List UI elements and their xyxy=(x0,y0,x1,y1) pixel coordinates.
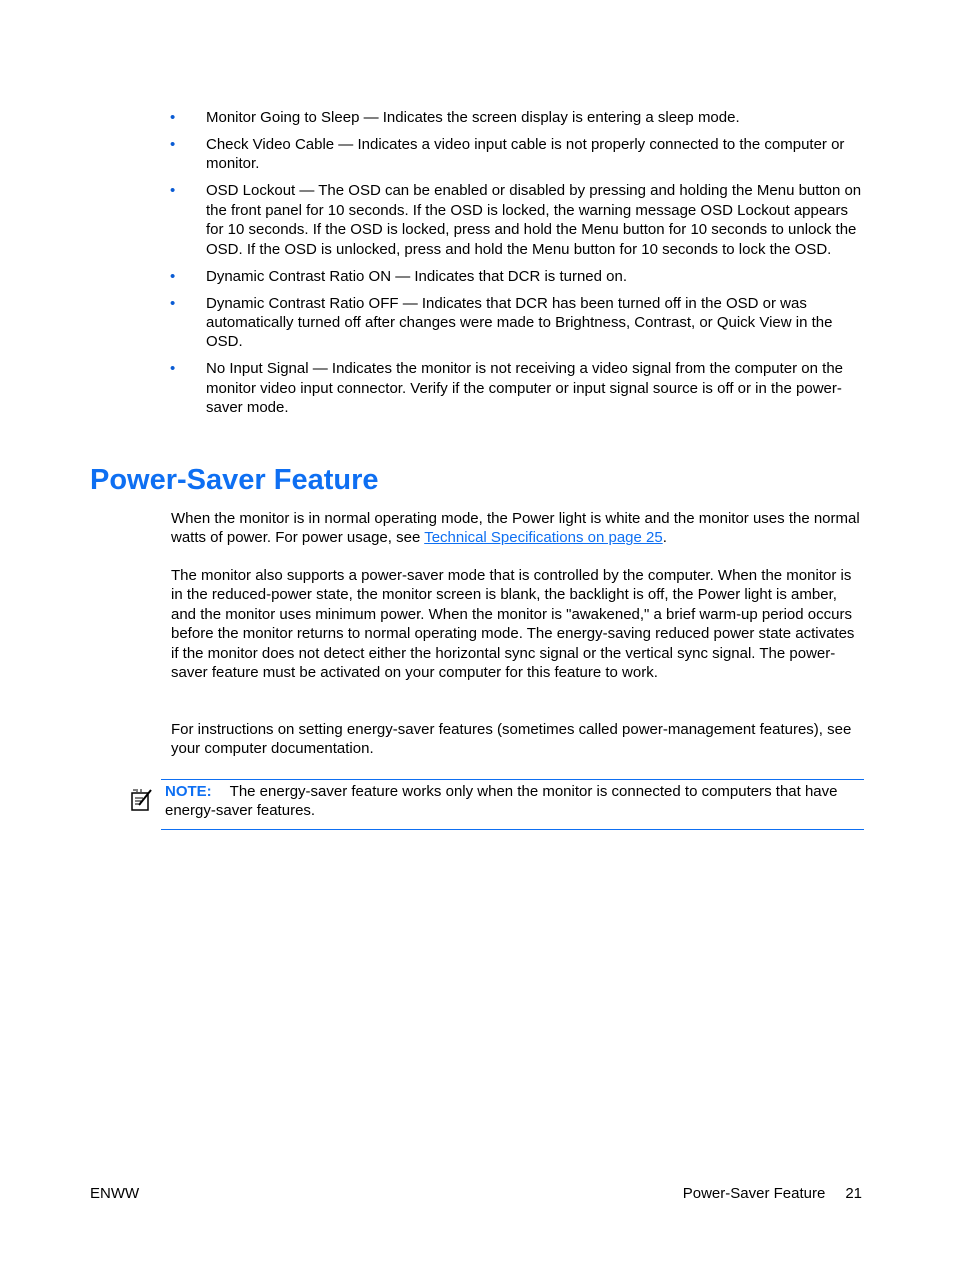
list-item-text: Dynamic Contrast Ratio OFF — Indicates that DCR has been turned off in the OSD or was automatically turned off after changes were made to Brightness, Contrast, or Quick View in the OSD. xyxy=(206,294,833,351)
list-item xyxy=(168,294,868,352)
section-heading: Power-Saver Feature xyxy=(90,464,379,496)
bullet-icon: • xyxy=(170,267,176,285)
bullet-icon: • xyxy=(170,109,176,126)
paragraph-normal-mode xyxy=(171,509,865,548)
list-item-text: OSD Lockout — The OSD can be enabled or disabled by pressing and holding the Menu button on the front panel for 10 seconds. If the OSD is locked, the warning message OSD Lockout appears for 10 seconds. If the OSD is locked, press and hold the Menu button for 10 seconds to unlock the OSD. If the OSD is unlocked, press and hold the Menu button for 10 seconds to lock the OSD. xyxy=(206,182,862,258)
page-number: 21 xyxy=(845,1185,862,1202)
list-item xyxy=(168,135,868,174)
list-item-text: Dynamic Contrast Ratio ON — Indicates that DCR is turned on. xyxy=(206,267,627,285)
list-item-text: Monitor Going to Sleep — Indicates the screen display is entering a sleep mode. xyxy=(206,109,740,126)
note-pencil-icon xyxy=(130,787,154,813)
status-message-list xyxy=(168,108,868,425)
list-item-text: No Input Signal — Indicates the monitor is not receiving a video signal from the computer on the monitor video input connector. Verify if the computer or input signal source is off or in the power-saver mode. xyxy=(206,360,844,417)
bullet-icon: • xyxy=(170,136,176,153)
bullet-icon: • xyxy=(170,182,176,200)
list-item xyxy=(168,267,868,286)
technical-specifications-link[interactable]: Technical Specifications on page 25 xyxy=(424,529,663,547)
paragraph-text: . xyxy=(662,529,667,547)
list-item xyxy=(168,108,868,127)
list-item-text: Check Video Cable — Indicates a video input cable is not properly connected to the computer or monitor. xyxy=(206,136,845,173)
note-text: The energy-saver feature works only when the monitor is connected to computers that have energy-saver features. xyxy=(165,783,838,820)
list-item xyxy=(168,181,868,259)
bullet-icon: • xyxy=(170,360,176,378)
bullet-icon: • xyxy=(170,294,176,312)
footer-section xyxy=(683,1184,862,1203)
footer-doc-code: ENWW xyxy=(90,1185,140,1202)
paragraph-power-saver-mode: The monitor also supports a power-saver mode that is controlled by the computer. When the monitor is in the reduced-power state, the monitor screen is blank, the backlight is off, the Power light is amber, and the monitor uses minimum power. When the monitor is "awakened," a brief warm-up period occurs before the monitor returns to normal operating mode. The energy-saving reduced power state activates if the monitor does not detect either the horizontal sync signal or the vertical sync signal. The power-saver feature must be activated on your computer for this feature to work. xyxy=(171,567,855,682)
note-label: NOTE: xyxy=(165,783,212,800)
footer-section-name: Power-Saver Feature xyxy=(682,1185,826,1202)
paragraph-text: When the monitor is in normal operating mode, the Power light is white and the monitor uses the normal watts of power. For power usage, see xyxy=(171,510,860,547)
list-item xyxy=(168,359,868,417)
note-box xyxy=(161,779,864,830)
paragraph-instructions: For instructions on setting energy-saver features (sometimes called power-management features), see your computer documentation. xyxy=(171,721,852,758)
